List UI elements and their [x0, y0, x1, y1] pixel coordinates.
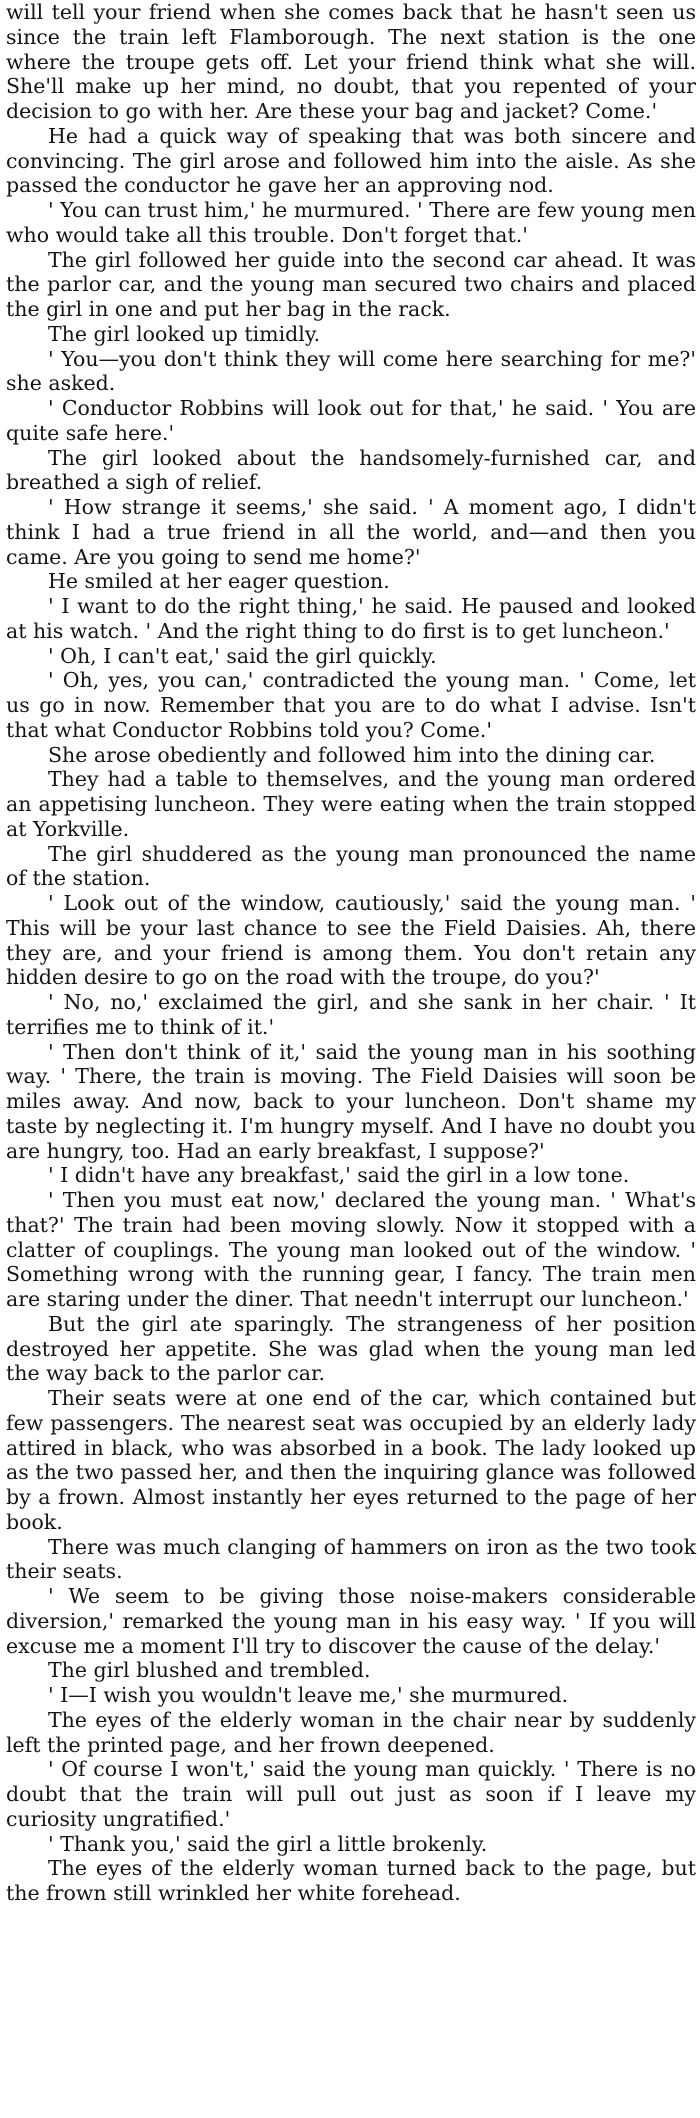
paragraph-19: ' Then don't think of it,' said the young man in his soothing way. ' There, the train is moving. The Field Daisies will soon be miles away. And now, back to your luncheon. Don't shame my taste by neglecting it. I'm hungry myself. And I have no doubt you are hungry, too. Had an early breakfast, I suppose?'	[6, 1039, 696, 1163]
paragraph-13: ' Oh, yes, you can,' contradicted the young man. ' Come, let us go in now. Remember that you are to do what I advise. Isn't that what Conductor Robbins told you? Come.'	[6, 668, 696, 742]
paragraph-26: The girl blushed and trembled.	[48, 1658, 371, 1683]
paragraph-27: ' I—I wish you wouldn't leave me,' she murmured.	[48, 1683, 569, 1707]
paragraph-23: Their seats were at one end of the car, which contained but few passengers. The nearest seat was occupied by an elderly lady attired in black, who was absorbed in a book. The lady looked up as the two passed her, and then the inquiring glance was followed by a frown. Almost instantly her eyes returned to the page of her book.	[6, 1386, 696, 1534]
paragraph-30: ' Thank you,' said the girl a little brokenly.	[48, 1831, 488, 1856]
paragraph-16: The girl shuddered as the young man pronounced the name of the station.	[6, 841, 696, 891]
paragraph-12: ' Oh, I can't eat,' said the girl quickly.	[48, 643, 437, 668]
paragraph-18: ' No, no,' exclaimed the girl, and she sank in her chair. ' It terrifies me to think of it.'	[6, 990, 696, 1039]
paragraph-28: The eyes of the elderly woman in the chair near by suddenly left the printed page, and her frown deepened.	[6, 1707, 696, 1757]
paragraph-21: ' Then you must eat now,' declared the young man. ' What's that?' The train had been moving slowly. Now it stopped with a clatter of couplings. The young man looked out of the window. ' Something wrong with the running gear, I fancy. The train men are staring under the diner. That needn't interrupt our luncheon.'	[6, 1188, 696, 1311]
paragraph-29: ' Of course I won't,' said the young man quickly. ' There is no doubt that the train will pull out just as soon if I leave my curiosity ungratified.'	[6, 1757, 696, 1831]
paragraph-4: The girl followed her guide into the second car ahead. It was the parlor car, and the young man secured two chairs and placed the girl in one and put her bag in the rack.	[6, 247, 696, 321]
paragraph-24: There was much clanging of hammers on iron as the two took their seats.	[6, 1534, 696, 1584]
paragraph-6: ' You—you don't think they will come here searching for me?' she asked.	[6, 346, 696, 396]
paragraph-2: He had a quick way of speaking that was both sincere and convincing. The girl arose and followed him into the aisle. As she passed the conductor he gave her an approving nod.	[6, 123, 696, 198]
paragraph-22: But the girl ate sparingly. The strangeness of her position destroyed her appetite. She was glad when the young man led the way back to the parlor car.	[6, 1311, 696, 1386]
paragraph-20: ' I didn't have any breakfast,' said the girl in a low tone.	[48, 1163, 630, 1188]
paragraph-10: He smiled at her eager question.	[48, 569, 390, 594]
paragraph-14: She arose obediently and followed him into the dining car.	[48, 742, 656, 767]
paragraph-17: ' Look out of the window, cautiously,' said the young man. ' This will be your last chance to see the Field Daisies. Ah, there they are, and your friend is among them. You don't retain any hidden desire to go on the road with the troupe, do you?'	[6, 891, 696, 990]
paragraph-7: ' Conductor Robbins will look out for that,' he said. ' You are quite safe here.'	[6, 396, 696, 445]
paragraph-3: ' You can trust him,' he murmured. ' There are few young men who would take all this trouble. Don't forget that.'	[6, 198, 696, 247]
paragraph-9: ' How strange it seems,' she said. ' A moment ago, I didn't think I had a true friend in all the world, and—and then you came. Are you going to send me home?'	[6, 495, 696, 569]
paragraph-1: will tell your friend when she comes back that he hasn't seen us since the train left Flamborough. The next station is the one where the troupe gets off. Let your friend think what she will. She'll make up her mind, no doubt, that you repented of your decision to go with her. Are these your bag and jacket? Come.'	[6, 0, 696, 123]
paragraph-5: The girl looked up timidly.	[48, 321, 321, 346]
paragraph-25: ' We seem to be giving those noise-makers considerable diversion,' remarked the young man in his easy way. ' If you will excuse me a moment I'll try to discover the cause of the delay.'	[6, 1584, 696, 1658]
paragraph-11: ' I want to do the right thing,' he said. He paused and looked at his watch. ' And the right thing to do first is to get luncheon.'	[6, 594, 696, 643]
paragraph-8: The girl looked about the handsomely-furnished car, and breathed a sigh of relief.	[6, 445, 696, 495]
paragraph-31: The eyes of the elderly woman turned back to the page, but the frown still wrinkled her white forehead.	[6, 1856, 696, 1905]
paragraph-15: They had a table to themselves, and the young man ordered an appetising luncheon. They were eating when the train stopped at Yorkville.	[6, 767, 696, 841]
